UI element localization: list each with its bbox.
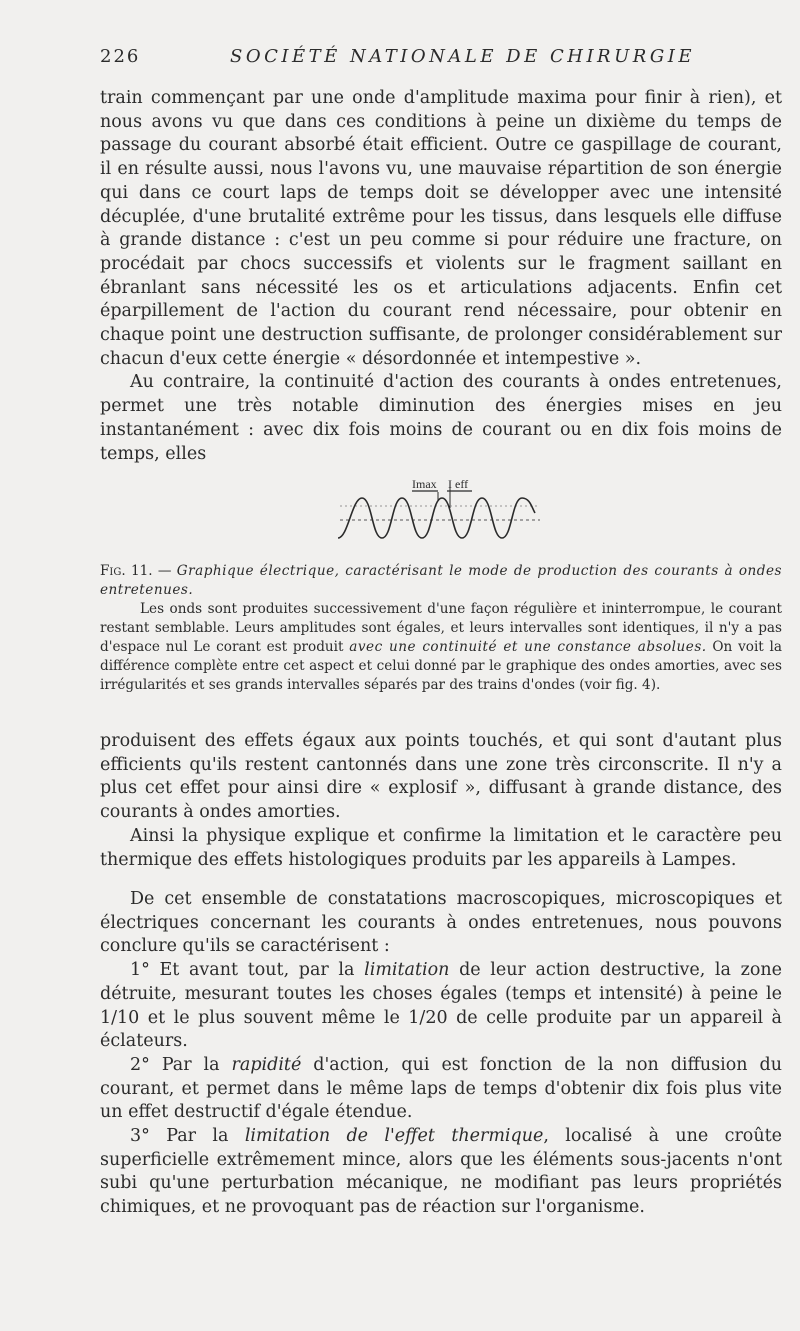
figure-caption [100,562,782,695]
caption-text-1: Les onds sont produites successivement d'une façon régulière et ininterrompue, le courant restant semblable. Leurs amplitudes sont égales, et leurs intervalles sont identiques, il n'y a pas d'espace nul Le co [100,601,782,655]
item3-italic: limitation de l'effet thermique [244,1126,544,1147]
caption-text-3: avec une continuité et une constance absolues. [349,639,707,655]
paragraph-3: produisent des effets égaux aux points touchés, et qui sont d'autant plus efficients qu'ils restent cantonnés dans une zone très circonscrite. Il n'y a plus cet effet pour ainsi dire « explosif », diffusant à grande distance, des courants à ondes amorties. [100,731,782,823]
item3-a: 3° Par la [130,1126,245,1147]
ieff-label: I eff [448,477,469,491]
list-item-1 [100,959,782,1054]
caption-text-2: rant est produit [231,639,350,655]
item1-a: 1° Et avant tout, par la [130,960,365,981]
caption-title: Graphique électrique, caractérisant le mode de production des courants à ondes entretenues. [100,563,782,598]
running-header [100,46,782,70]
caption-text-4: On voit la différence complète entre cet aspect et celui donné par le graphique des ondes amorties, avec ses irrégularités et ses grands intervalles séparés par des trains d'ondes (voir fig. 4). [100,639,782,693]
page-number: 226 [100,46,141,67]
item3-b: , localisé à une croûte superficielle extrêmement mince, alors que les éléments sous-jacents n'ont subi qu'une perturbation mécanique, ne modifiant pas leurs propriétés chimiques, et ne provoquant pas de réaction sur l'organisme. [100,1126,783,1218]
figure-waveform [330,468,550,548]
caption-fig-label: Fig. 11. [100,563,153,579]
paragraph-1: train commençant par une onde d'amplitude maxima pour finir à rien), et nous avons vu que dans ces conditions à peine un dixième du temps de passage du courant absorbé était efficient. Outre ce gaspillage de courant, il en résulte aussi, nous l'avons vu, une mauvaise répartition de son énergie qui dans ce court laps de temps doit se développer avec une intensité décuplée, d'une brutalité extrême pour les tissus, dans lesquels elle diffuse à grande distance : c'est un peu comme si pour réduire une fracture, on procédait par chocs successifs et violents sur le fragment saillant en ébranlant sans nécessité les os et articulations adjacents. Enfin cet éparpillement de l'action du courant rend nécessaire, pour obtenir en chaque point une destruction suffisante, de prolonger considérablement sur chacun d'eux cette énergie « désordonnée et intempestive ». [100,88,782,369]
list-item-3 [100,1125,782,1220]
running-title: SOCIÉTÉ NATIONALE DE CHIRURGIE [230,46,695,67]
item1-b: de leur action destructive, la zone détruite, mesurant toutes les choses égales (temps et intensité) à peine le 1/10 et le plus souvent même le 1/20 de celle produite par un appareil à éclateurs. [100,960,782,1052]
waveform-line [338,498,535,538]
caption-title-line [100,562,782,600]
waveform-graphic [330,468,550,548]
caption-body [100,600,782,695]
list-item-2 [100,1054,782,1125]
item2-a: 2° Par la [130,1054,232,1075]
paragraph-5: De cet ensemble de constatations macroscopiques, microscopiques et électriques concernant les courants à ondes entretenues, nous pouvons conclure qu'ils se caractérisent : [100,889,782,957]
imax-label: Imax [412,477,437,491]
paragraph-4: Ainsi la physique explique et confirme la limitation et le caractère peu thermique des effets histologiques produits par les appareils à Lampes. [100,825,782,870]
text-block-bottom [100,888,782,1220]
text-block-mid [100,730,782,872]
paragraph-2: Au contraire, la continuité d'action des courants à ondes entretenues, permet une très notable diminution des énergies mises en jeu instantanément : avec dix fois moins de courant ou en dix fois moins de temps, elles [100,372,782,464]
text-block-top [100,87,782,466]
item1-italic: limitation [364,960,450,981]
item2-b: d'action, qui est fonction de la non diffusion du courant, et permet dans le même laps de temps d'obtenir dix fois plus vite un effet destructif d'égale étendue. [100,1054,782,1123]
caption-dash: — [152,563,177,579]
item2-italic: rapidité [231,1054,302,1075]
